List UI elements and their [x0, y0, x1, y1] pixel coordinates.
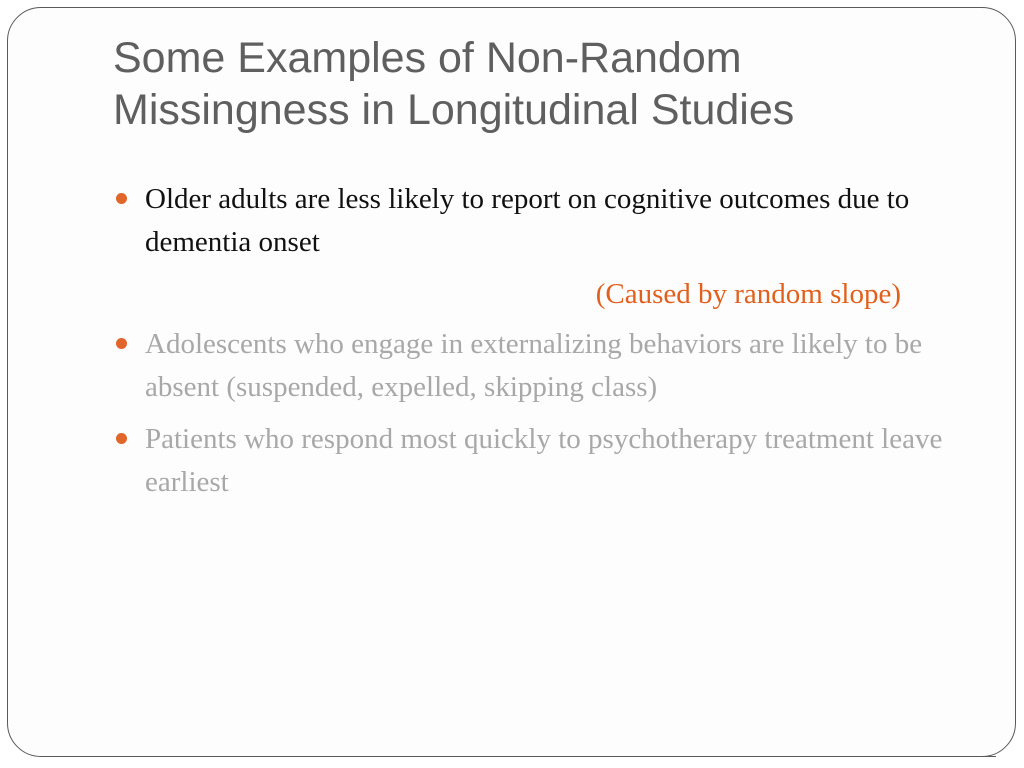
caused-by-note: (Caused by random slope): [595, 278, 901, 310]
bullet-dot-icon: [116, 338, 127, 349]
bullet-dot-icon: [116, 433, 127, 444]
slide-title: Some Examples of Non-Random Missingness in Longitudinal Studies: [113, 34, 795, 134]
slide-bottom-rule: [66, 756, 996, 757]
bullet-item-adolescents: [113, 323, 963, 409]
bullet-item-patients: [113, 418, 963, 504]
bullet-item-dementia: [113, 178, 963, 316]
bullet-list: [113, 178, 963, 504]
bullet-text: Adolescents who engage in externalizing behaviors are likely to be absent (suspended, expelled, skipping class): [145, 328, 923, 403]
bullet-text: Older adults are less likely to report on cognitive outcomes due to dementia onset: [145, 183, 910, 258]
bullet-dot-icon: [116, 193, 127, 204]
bullet-text: Patients who respond most quickly to psychotherapy treatment leave earliest: [145, 423, 943, 498]
